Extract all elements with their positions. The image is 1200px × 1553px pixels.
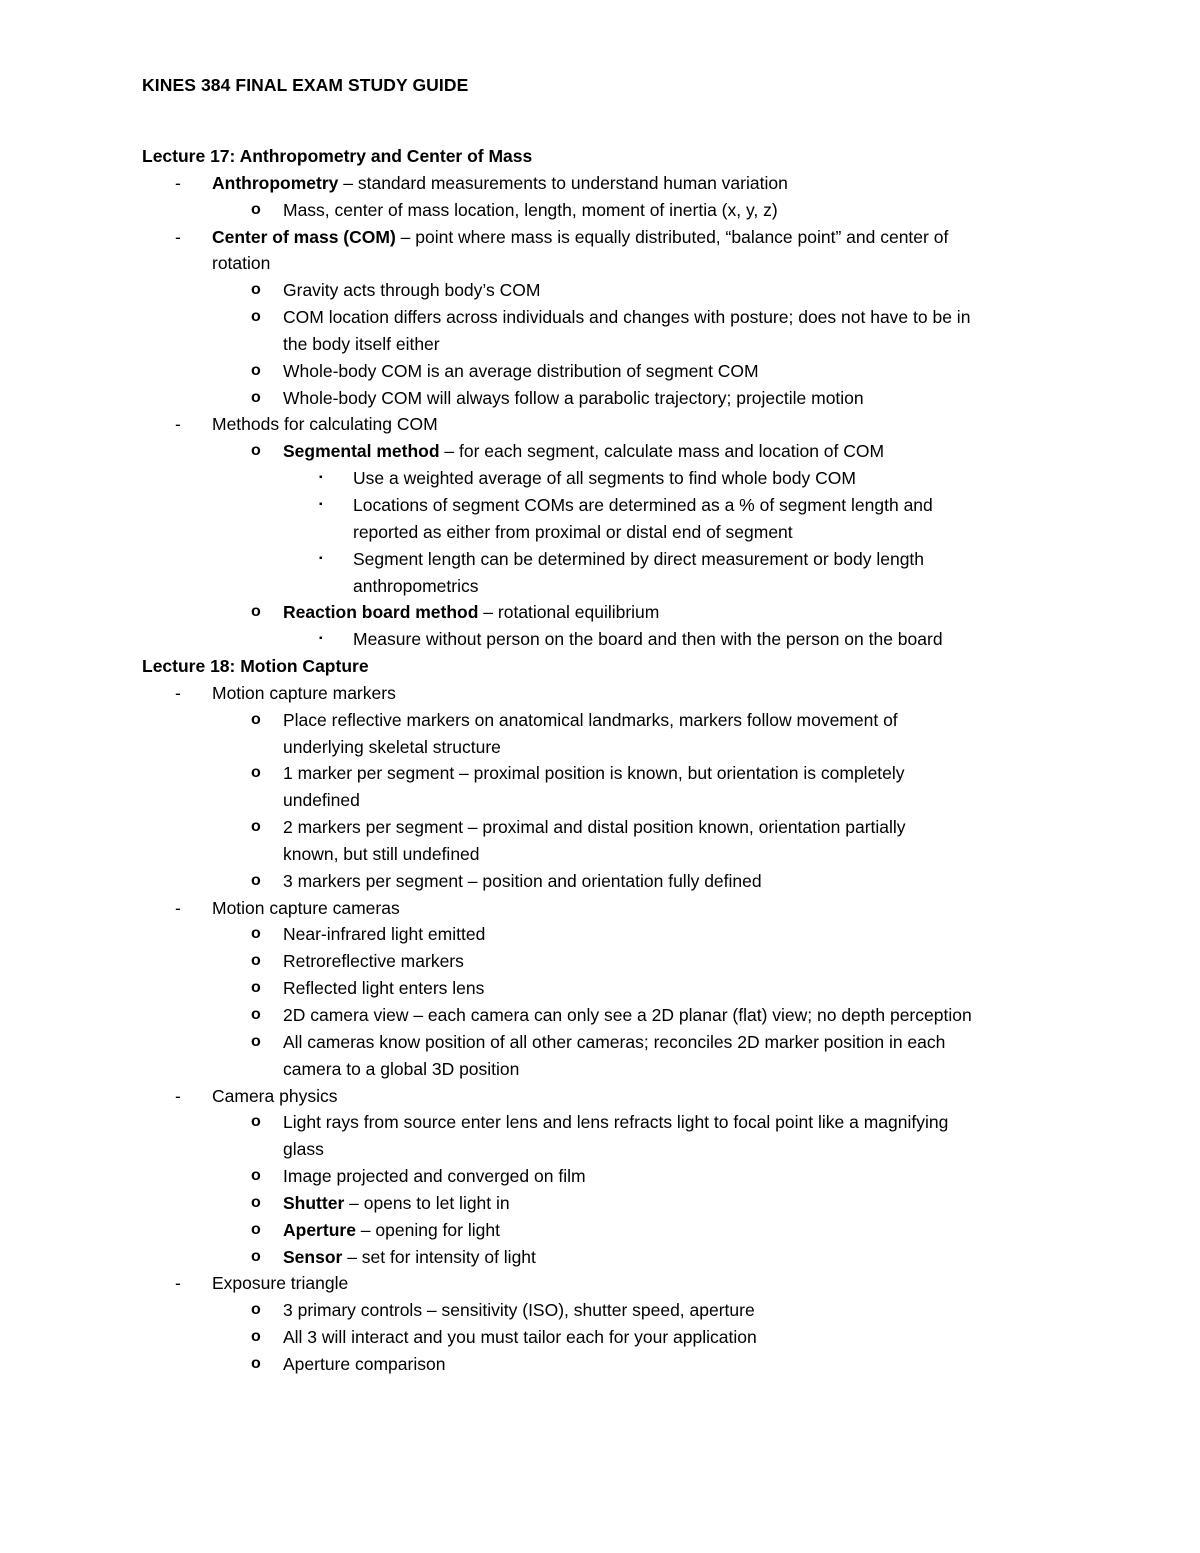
list-item-continuation <box>142 734 1072 761</box>
list-item-text: COM location differs across individuals and changes with posture; does not have to be in <box>283 307 971 328</box>
list-item-text: rotation <box>212 253 271 274</box>
list-item <box>142 921 1072 948</box>
list-item-text: Image projected and converged on film <box>283 1166 586 1187</box>
key-term: Center of mass (COM) <box>212 226 396 247</box>
list-item-text: Retroreflective markers <box>283 951 464 972</box>
list-item <box>142 197 1072 224</box>
list-item-text: Use a weighted average of all segments to find whole body COM <box>353 468 856 489</box>
list-item-text: Motion capture cameras <box>212 897 400 918</box>
key-term: Reaction board method <box>283 602 479 623</box>
list-item <box>142 1270 1072 1297</box>
circle-bullet-icon: o <box>251 1006 261 1023</box>
list-item-text: Exposure triangle <box>212 1273 349 1294</box>
circle-bullet-icon: o <box>251 442 261 460</box>
list-item <box>142 411 1072 438</box>
circle-bullet-icon: o <box>251 1220 261 1238</box>
circle-bullet-icon: o <box>251 1167 261 1185</box>
list-item-text: Aperture comparison <box>283 1353 446 1374</box>
list-item <box>142 465 1072 492</box>
list-item-text: 2 markers per segment – proximal and distal position known, orientation partially <box>283 817 906 838</box>
document-title: KINES 384 FINAL EXAM STUDY GUIDE <box>142 75 469 95</box>
list-item-text: All 3 will interact and you must tailor each for your application <box>283 1327 757 1348</box>
list-item-text: 1 marker per segment – proximal position is known, but orientation is completely <box>283 763 905 784</box>
list-item <box>142 546 1072 573</box>
list-item-text: 3 primary controls – sensitivity (ISO), shutter speed, aperture <box>283 1300 755 1321</box>
circle-bullet-icon: o <box>251 1301 261 1319</box>
circle-bullet-icon: o <box>251 764 261 782</box>
list-item <box>142 1163 1072 1190</box>
circle-bullet-icon: o <box>251 710 261 728</box>
circle-bullet-icon: o <box>251 281 261 299</box>
circle-bullet-icon: o <box>251 925 261 943</box>
key-term: Aperture <box>283 1219 356 1240</box>
circle-bullet-icon: o <box>251 952 261 970</box>
list-item-text: Mass, center of mass location, length, moment of inertia (x, y, z) <box>283 199 778 220</box>
list-item <box>142 385 1072 412</box>
list-item-continuation <box>142 1056 1072 1083</box>
list-item <box>142 948 1072 975</box>
list-item <box>142 707 1072 734</box>
circle-bullet-icon: o <box>251 388 261 406</box>
circle-bullet-icon: o <box>251 1113 261 1131</box>
list-item-continuation <box>142 250 1072 277</box>
circle-bullet-icon: o <box>251 1328 261 1346</box>
dash-bullet-icon: - <box>175 226 181 247</box>
list-item <box>142 814 1072 841</box>
dash-bullet-icon: - <box>175 897 181 918</box>
circle-bullet-icon: o <box>251 603 261 621</box>
list-item-text: Whole-body COM will always follow a parabolic trajectory; projectile motion <box>283 387 864 408</box>
list-item-text: the body itself either <box>283 333 440 354</box>
key-term: Anthropometry <box>212 172 339 193</box>
list-item-text: Measure without person on the board and then with the person on the board <box>353 629 943 650</box>
circle-bullet-icon: o <box>251 871 261 889</box>
list-item-text: Reflected light enters lens <box>283 978 485 999</box>
list-item-text: Gravity acts through body’s COM <box>283 280 541 301</box>
list-item <box>142 975 1072 1002</box>
list-item <box>142 1217 1072 1244</box>
list-item <box>142 277 1072 304</box>
list-item-text: Camera physics <box>212 1085 338 1106</box>
list-item <box>142 1190 1072 1217</box>
list-item-text: Light rays from source enter lens and lens refracts light to focal point like a magnifying <box>283 1112 949 1133</box>
dash-bullet-icon: - <box>175 1273 181 1294</box>
dash-bullet-icon: - <box>175 682 181 703</box>
list-item-text: – opens to let light in <box>344 1192 510 1213</box>
circle-bullet-icon: o <box>251 308 261 326</box>
list-item <box>142 358 1072 385</box>
document-body <box>142 143 1072 1378</box>
list-item <box>142 895 1072 922</box>
list-item <box>142 599 1072 626</box>
list-item-text: All cameras know position of all other cameras; reconciles 2D marker position in each <box>283 1031 946 1052</box>
circle-bullet-icon: o <box>251 818 261 836</box>
list-item-text: 3 markers per segment – position and orientation fully defined <box>283 870 762 891</box>
list-item-text: – standard measurements to understand human variation <box>338 172 788 193</box>
list-item <box>142 868 1072 895</box>
list-item <box>142 224 1072 251</box>
list-item <box>142 1297 1072 1324</box>
circle-bullet-icon: o <box>251 200 261 218</box>
list-item-text: 2D camera view – each camera can only see a 2D planar (flat) view; no depth perception <box>283 1005 972 1025</box>
list-item-continuation <box>142 519 1072 546</box>
list-item-text: undefined <box>283 790 360 811</box>
list-item-text: glass <box>283 1139 324 1160</box>
list-item <box>142 492 1072 519</box>
list-item-text: Motion capture markers <box>212 682 396 703</box>
list-item-text: – rotational equilibrium <box>478 602 660 623</box>
key-term: Shutter <box>283 1192 345 1213</box>
list-item-continuation <box>142 787 1072 814</box>
list-item-text: underlying skeletal structure <box>283 736 501 757</box>
list-item-text: – point where mass is equally distributed, “balance point” and center of <box>395 226 949 247</box>
list-item-text: camera to a global 3D position <box>283 1058 520 1079</box>
circle-bullet-icon: o <box>251 1354 261 1372</box>
list-item <box>142 1029 1072 1056</box>
dash-bullet-icon: - <box>175 1085 181 1106</box>
circle-bullet-icon: o <box>251 979 261 997</box>
list-item-text: Place reflective markers on anatomical landmarks, markers follow movement of <box>283 709 898 730</box>
list-item-text: reported as either from proximal or distal end of segment <box>353 521 793 542</box>
list-item-continuation <box>142 1136 1072 1163</box>
dash-bullet-icon: - <box>175 414 181 435</box>
list-item-text: Whole-body COM is an average distribution of segment COM <box>283 360 759 381</box>
list-item-text: – set for intensity of light <box>342 1246 536 1267</box>
list-item <box>142 304 1072 331</box>
list-item <box>142 1244 1072 1271</box>
square-bullet-icon: ▪ <box>319 472 323 484</box>
section-heading: Lecture 18: Motion Capture <box>142 656 369 677</box>
list-item <box>142 1002 1072 1029</box>
list-item-text: – opening for light <box>355 1219 500 1240</box>
key-term: Sensor <box>283 1246 343 1267</box>
list-item <box>142 1083 1072 1110</box>
list-item <box>142 170 1072 197</box>
list-item-text: – for each segment, calculate mass and location of COM <box>439 441 885 462</box>
list-item-text: Segment length can be determined by direct measurement or body length <box>353 548 925 569</box>
list-item <box>142 680 1072 707</box>
square-bullet-icon: ▪ <box>319 633 323 645</box>
list-item-text: known, but still undefined <box>283 843 480 864</box>
circle-bullet-icon: o <box>251 1032 261 1050</box>
circle-bullet-icon: o <box>251 361 261 379</box>
list-item-text: Near-infrared light emitted <box>283 924 486 945</box>
dash-bullet-icon: - <box>175 172 181 193</box>
list-item <box>142 626 1072 653</box>
list-item <box>142 438 1072 465</box>
square-bullet-icon: ▪ <box>319 552 323 564</box>
list-item-text: Methods for calculating COM <box>212 414 438 435</box>
list-item <box>142 1351 1072 1378</box>
circle-bullet-icon: o <box>251 1247 261 1265</box>
key-term: Segmental method <box>283 441 440 462</box>
list-item-continuation <box>142 331 1072 358</box>
circle-bullet-icon: o <box>251 1193 261 1211</box>
list-item <box>142 760 1072 787</box>
list-item <box>142 1324 1072 1351</box>
square-bullet-icon: ▪ <box>319 498 323 510</box>
section-heading: Lecture 17: Anthropometry and Center of Mass <box>142 146 533 166</box>
list-item-text: anthropometrics <box>353 575 479 596</box>
list-item <box>142 1109 1072 1136</box>
list-item-text: Locations of segment COMs are determined as a % of segment length and <box>353 494 933 515</box>
list-item-continuation <box>142 573 1072 600</box>
list-item-continuation <box>142 841 1072 868</box>
